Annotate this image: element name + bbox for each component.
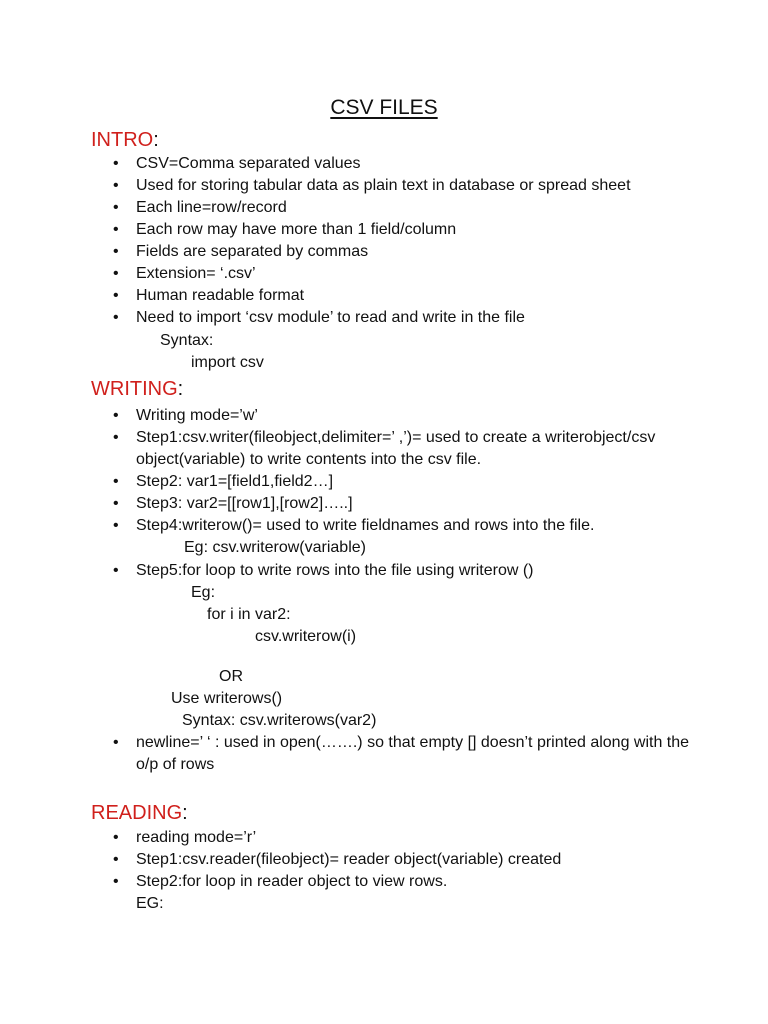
bullet-icon: • bbox=[113, 407, 119, 424]
list-item-text: Step1:csv.reader(fileobject)= reader object(variable) created bbox=[136, 851, 562, 868]
reading-heading-colon: : bbox=[182, 802, 188, 824]
bullet-icon: • bbox=[113, 517, 119, 534]
list-item bbox=[0, 471, 768, 493]
list-item-text: Step3: var2=[[row1],[row2]…..] bbox=[136, 495, 353, 512]
list-item-text: Step1:csv.writer(fileobject,delimiter=’ ,’)= used to create a writerobject/csv object(variable) to write contents into the csv file. bbox=[136, 429, 656, 468]
bullet-icon: • bbox=[113, 265, 119, 282]
intro-heading-text: INTRO bbox=[91, 129, 154, 151]
reading-heading-text: READING bbox=[91, 802, 183, 824]
list-item bbox=[0, 405, 768, 427]
writing-use-writerows: Use writerows() bbox=[171, 690, 283, 707]
list-item bbox=[0, 427, 768, 471]
bullet-icon: • bbox=[113, 243, 119, 260]
list-item bbox=[0, 285, 768, 307]
writing-list-a bbox=[0, 405, 768, 537]
reading-list bbox=[0, 827, 768, 893]
bullet-icon: • bbox=[113, 429, 119, 446]
bullet-icon: • bbox=[113, 155, 119, 172]
writing-heading-colon: : bbox=[177, 378, 184, 400]
list-item-text: Fields are separated by commas bbox=[136, 243, 369, 260]
bullet-icon: • bbox=[113, 473, 119, 490]
list-item-text: CSV=Comma separated values bbox=[136, 155, 361, 172]
section-heading-writing bbox=[91, 377, 183, 401]
bullet-icon: • bbox=[113, 873, 119, 890]
writing-list-b bbox=[0, 560, 768, 582]
writing-eg-label: Eg: bbox=[191, 584, 216, 601]
bullet-icon: • bbox=[113, 851, 119, 868]
list-item-text: Step5:for loop to write rows into the file using writerow () bbox=[136, 562, 534, 579]
list-item bbox=[0, 732, 768, 776]
list-item-text: Each line=row/record bbox=[136, 199, 287, 216]
list-item-text: Extension= ‘.csv’ bbox=[136, 265, 256, 282]
list-item bbox=[0, 827, 768, 849]
writing-list-c bbox=[0, 732, 768, 776]
intro-syntax-code: import csv bbox=[191, 354, 264, 371]
section-heading-intro bbox=[91, 128, 159, 152]
list-item-text: Each row may have more than 1 field/column bbox=[136, 221, 457, 238]
list-item bbox=[0, 241, 768, 263]
intro-list bbox=[0, 153, 768, 329]
bullet-icon: • bbox=[113, 199, 119, 216]
bullet-icon: • bbox=[113, 562, 119, 579]
list-item bbox=[0, 515, 768, 537]
intro-syntax-label: Syntax: bbox=[160, 332, 214, 349]
document-title: CSV FILES bbox=[330, 96, 438, 119]
list-item bbox=[0, 849, 768, 871]
list-item bbox=[0, 307, 768, 329]
writing-syntax-writerows: Syntax: csv.writerows(var2) bbox=[182, 712, 377, 729]
list-item-text: Step2:for loop in reader object to view rows. bbox=[136, 873, 448, 890]
list-item-text: Writing mode=’w’ bbox=[136, 407, 258, 424]
bullet-icon: • bbox=[113, 221, 119, 238]
bullet-icon: • bbox=[113, 177, 119, 194]
writing-or-text: OR bbox=[219, 668, 243, 685]
list-item bbox=[0, 197, 768, 219]
list-item-text: Step4:writerow()= used to write fieldnames and rows into the file. bbox=[136, 517, 595, 534]
bullet-icon: • bbox=[113, 829, 119, 846]
bullet-icon: • bbox=[113, 287, 119, 304]
list-item-text: Need to import ‘csv module’ to read and write in the file bbox=[136, 309, 525, 326]
reading-eg-label: EG: bbox=[136, 895, 164, 912]
list-item bbox=[0, 153, 768, 175]
intro-heading-colon: : bbox=[153, 129, 159, 151]
writing-loop-line: for i in var2: bbox=[207, 606, 291, 623]
bullet-icon: • bbox=[113, 734, 119, 751]
writing-eg-writerow: Eg: csv.writerow(variable) bbox=[184, 539, 366, 556]
bullet-icon: • bbox=[113, 309, 119, 326]
list-item-text: Step2: var1=[field1,field2…] bbox=[136, 473, 334, 490]
list-item bbox=[0, 175, 768, 197]
list-item bbox=[0, 871, 768, 893]
list-item bbox=[0, 219, 768, 241]
section-heading-reading bbox=[91, 801, 188, 825]
list-item-text: newline=’ ‘ : used in open(…….) so that empty [] doesn’t printed along with the o/p of rows bbox=[136, 734, 690, 773]
list-item bbox=[0, 560, 768, 582]
list-item-text: Used for storing tabular data as plain text in database or spread sheet bbox=[136, 177, 631, 194]
list-item-text: Human readable format bbox=[136, 287, 305, 304]
bullet-icon: • bbox=[113, 495, 119, 512]
list-item bbox=[0, 263, 768, 285]
writing-loop-body: csv.writerow(i) bbox=[255, 628, 357, 645]
list-item bbox=[0, 493, 768, 515]
writing-heading-text: WRITING bbox=[91, 378, 178, 400]
list-item-text: reading mode=’r’ bbox=[136, 829, 257, 846]
